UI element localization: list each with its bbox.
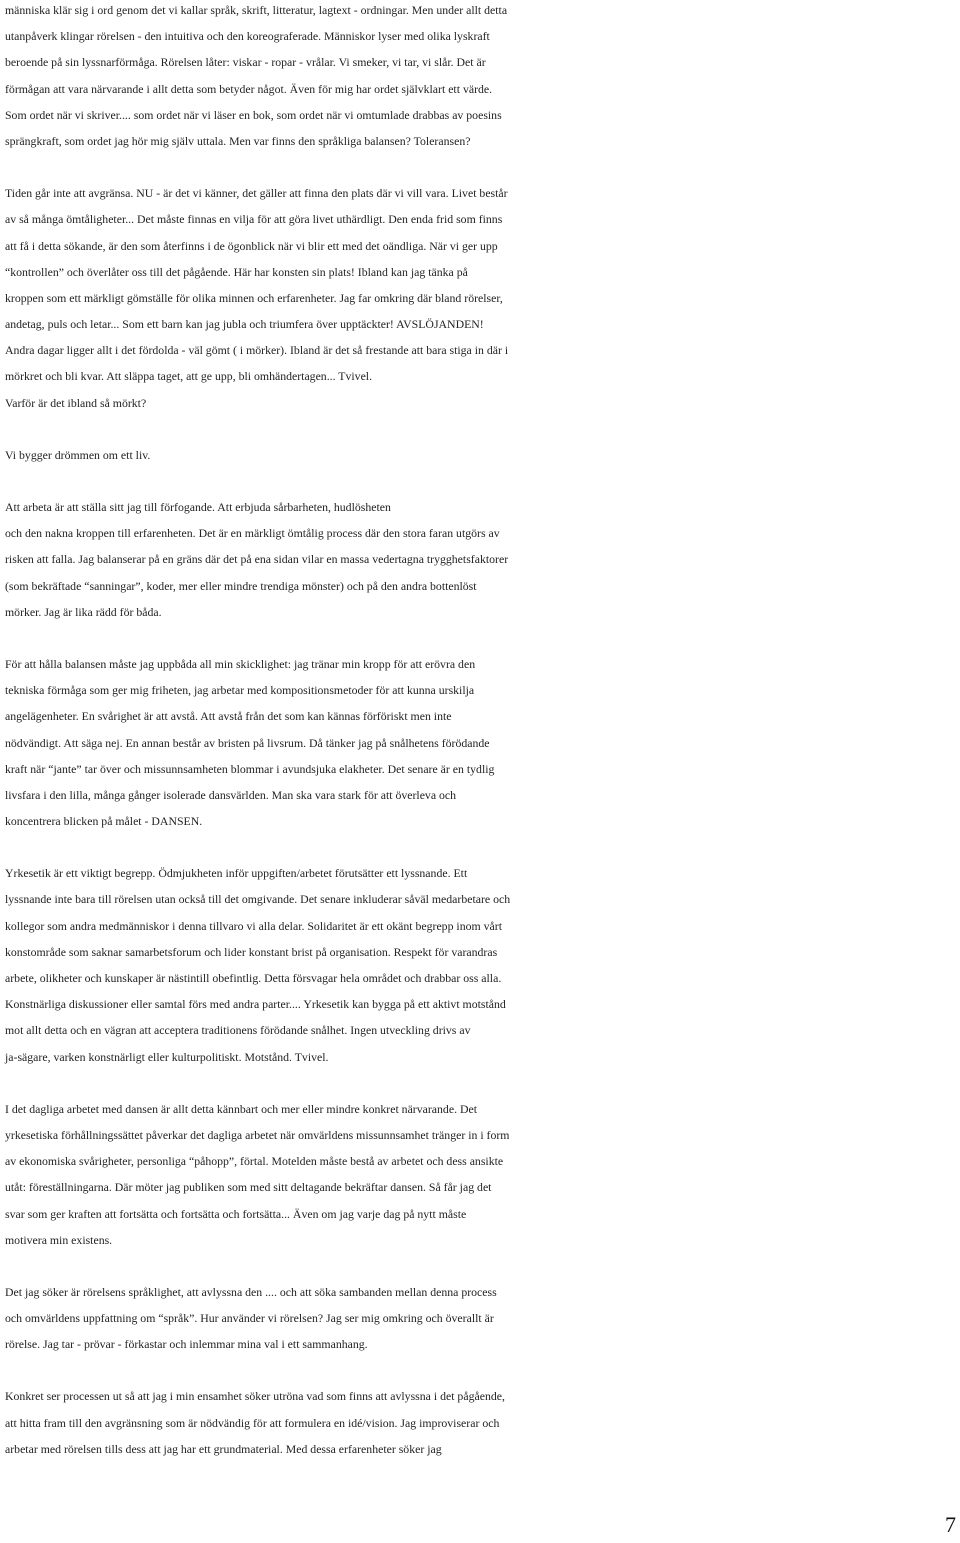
text-line: kroppen som ett märkligt gömställe för olika minnen och erfarenheter. Jag far omkring där bland rörelser, <box>5 290 503 305</box>
text-line: utåt: föreställningarna. Där möter jag publiken som med sitt deltagande bekräftar dansen. Så får jag det <box>5 1180 492 1195</box>
text-line: att få i detta sökande, är den som återfinns i de ögonblick när vi blir ett med det oändliga. När vi ger upp <box>5 238 498 253</box>
paragraph <box>5 651 957 834</box>
page-number: 7 <box>945 1512 956 1537</box>
text-line: och omvärldens uppfattning om “språk”. Hur använder vi rörelsen? Jag ser mig omkring och överallt är <box>5 1311 494 1326</box>
text-line: Yrkesetik är ett viktigt begrepp. Ödmjukheten inför uppgiften/arbetet förutsätter ett lyssnande. Ett <box>5 866 468 881</box>
paragraph <box>5 180 957 416</box>
text-line: För att hålla balansen måste jag uppbåda all min skicklighet: jag tränar min kropp för att erövra den <box>5 656 476 671</box>
text-line: Det jag söker är rörelsens språklighet, att avlyssna den .... och att söka sambanden mellan denna process <box>5 1284 497 1299</box>
text-line: svar som ger kraften att fortsätta och fortsätta och fortsätta... Även om jag varje dag på nytt måste <box>5 1206 467 1221</box>
text-line: Andra dagar ligger allt i det fördolda - väl gömt ( i mörker). Ibland är det så frestande att bara stiga in där i <box>5 343 509 358</box>
text-line: Varför är det ibland så mörkt? <box>5 395 147 410</box>
text-line: Konkret ser processen ut så att jag i min ensamhet söker utröna vad som finns att avlyssna i det pågående, <box>5 1389 505 1404</box>
text-line: koncentrera blicken på målet - DANSEN. <box>5 814 203 829</box>
text-line: I det dagliga arbetet med dansen är allt detta kännbart och mer eller mindre konkret närvarande. Det <box>5 1101 477 1116</box>
text-line: mörkret och bli kvar. Att släppa taget, att ge upp, bli omhändertagen... Tvivel. <box>5 369 373 384</box>
text-line: arbetar med rörelsen tills dess att jag har ett grundmaterial. Med dessa erfarenheter söker jag <box>5 1441 442 1456</box>
paragraph <box>5 494 957 625</box>
text-line: kraft när “jante” tar över och missunnsamheten blommar i avundsjuka elakheter. Det senare är en tydlig <box>5 761 495 776</box>
text-line: mörker. Jag är lika rädd för båda. <box>5 604 162 619</box>
text-line: mot allt detta och en vägran att acceptera traditionens förödande snålhet. Ingen utveckling drivs av <box>5 1023 471 1038</box>
text-line: arbete, olikheter och kunskaper är nästintill obefintlig. Detta försvagar hela området och drabbar oss alla. <box>5 971 502 985</box>
text-line: angelägenheter. En svårighet är att avstå. Att avstå från det som kan kännas förföriskt men inte <box>5 709 452 724</box>
paragraph <box>5 0 957 154</box>
text-line: Tiden går inte att avgränsa. NU - är det vi känner, det gäller att finna den plats där vi vill vara. Livet består <box>5 186 508 201</box>
text-line: konstområde som saknar samarbetsforum och lider konstant brist på organisation. Respekt för varandras <box>5 944 498 959</box>
text-line: ja-sägare, varken konstnärligt eller kulturpolitiskt. Motstånd. Tvivel. <box>5 1049 329 1064</box>
text-line: Konstnärliga diskussioner eller samtal förs med andra parter.... Yrkesetik kan bygga på ett aktivt motstånd <box>5 997 506 1012</box>
text-line: att hitta fram till den avgränsning som är nödvändig för att formulera en idé/vision. Jag improviserar och <box>5 1415 500 1430</box>
text-line: andetag, puls och letar... Som ett barn kan jag jubla och triumfera över upptäckter! AVSLÖJANDEN! <box>5 317 484 332</box>
text-line: “kontrollen” och överlåter oss till det pågående. Här har konsten sin plats! Ibland kan jag tänka på <box>5 264 468 279</box>
text-line: Att arbeta är att ställa sitt jag till förfogande. Att erbjuda sårbarheten, hudlösheten <box>5 500 391 514</box>
text-line: och den nakna kroppen till erfarenheten. Det är en märkligt ömtålig process där den stora faran utgörs av <box>5 526 500 541</box>
text-line: lyssnande inte bara till rörelsen utan också till det omgivande. Det senare inkluderar såväl medarbetare och <box>5 892 511 907</box>
paragraph <box>5 860 957 1070</box>
text-line: livsfara i den lilla, många gånger isolerade dansvärlden. Man ska vara stark för att överleva och <box>5 787 457 802</box>
text-line: av så många ömtåligheter... Det måste finnas en vilja för att göra livet uthärdligt. Den enda frid som finns <box>5 212 503 227</box>
document-page <box>5 0 957 1488</box>
text-line: Som ordet när vi skriver.... som ordet när vi läser en bok, som ordet när vi omtumlade drabbas av poesins <box>5 107 502 122</box>
text-line: (som bekräftade “sanningar”, koder, mer eller mindre trendiga mönster) och på den andra bottenlöst <box>5 578 477 593</box>
text-line: yrkesetiska förhållningssättet påverkar det dagliga arbetet när omvärldens missunnsamhet tränger in i form <box>5 1127 510 1142</box>
text-line: risken att falla. Jag balanserar på en gräns där det på ena sidan vilar en massa vedertagna trygghetsfaktorer <box>5 552 509 567</box>
paragraph <box>5 1383 957 1462</box>
text-line: kollegor som andra medmänniskor i denna tillvaro vi alla delar. Solidaritet är ett okänt begrepp inom vårt <box>5 918 502 933</box>
paragraph <box>5 1279 957 1358</box>
text-line: beroende på sin lyssnarförmåga. Rörelsen låter: viskar - ropar - vrålar. Vi smeker, vi tar, vi slår. Det är <box>5 55 486 70</box>
text-line: rörelse. Jag tar - prövar - förkastar och inlemmar mina val i ett sammanhang. <box>5 1337 368 1352</box>
text-line: sprängkraft, som ordet jag hör mig själv uttala. Men var finns den språkliga balansen? Toleransen? <box>5 133 471 148</box>
text-line: tekniska förmåga som ger mig friheten, jag arbetar med kompositionsmetoder för att kunna urskilja <box>5 683 475 698</box>
text-line: av ekonomiska svårigheter, personliga “påhopp”, förtal. Motelden måste bestå av arbetet och dess ansikte <box>5 1154 504 1169</box>
text-line: Vi bygger drömmen om ett liv. <box>5 447 151 462</box>
paragraph <box>5 442 957 468</box>
paragraph <box>5 1096 957 1253</box>
text-line: nödvändigt. Att säga nej. En annan består av bristen på livsrum. Då tänker jag på snålhetens förödande <box>5 735 490 750</box>
text-line: motivera min existens. <box>5 1232 113 1247</box>
text-line: människa klär sig i ord genom det vi kallar språk, skrift, litteratur, lagtext - ordningar. Men under allt detta <box>5 3 508 17</box>
text-line: utanpåverk klingar rörelsen - den intuitiva och den koreograferade. Människor lyser med olika lyskraft <box>5 29 490 44</box>
text-line: förmågan att vara närvarande i allt detta som betyder något. Även för mig har ordet självklart ett värde. <box>5 81 493 96</box>
